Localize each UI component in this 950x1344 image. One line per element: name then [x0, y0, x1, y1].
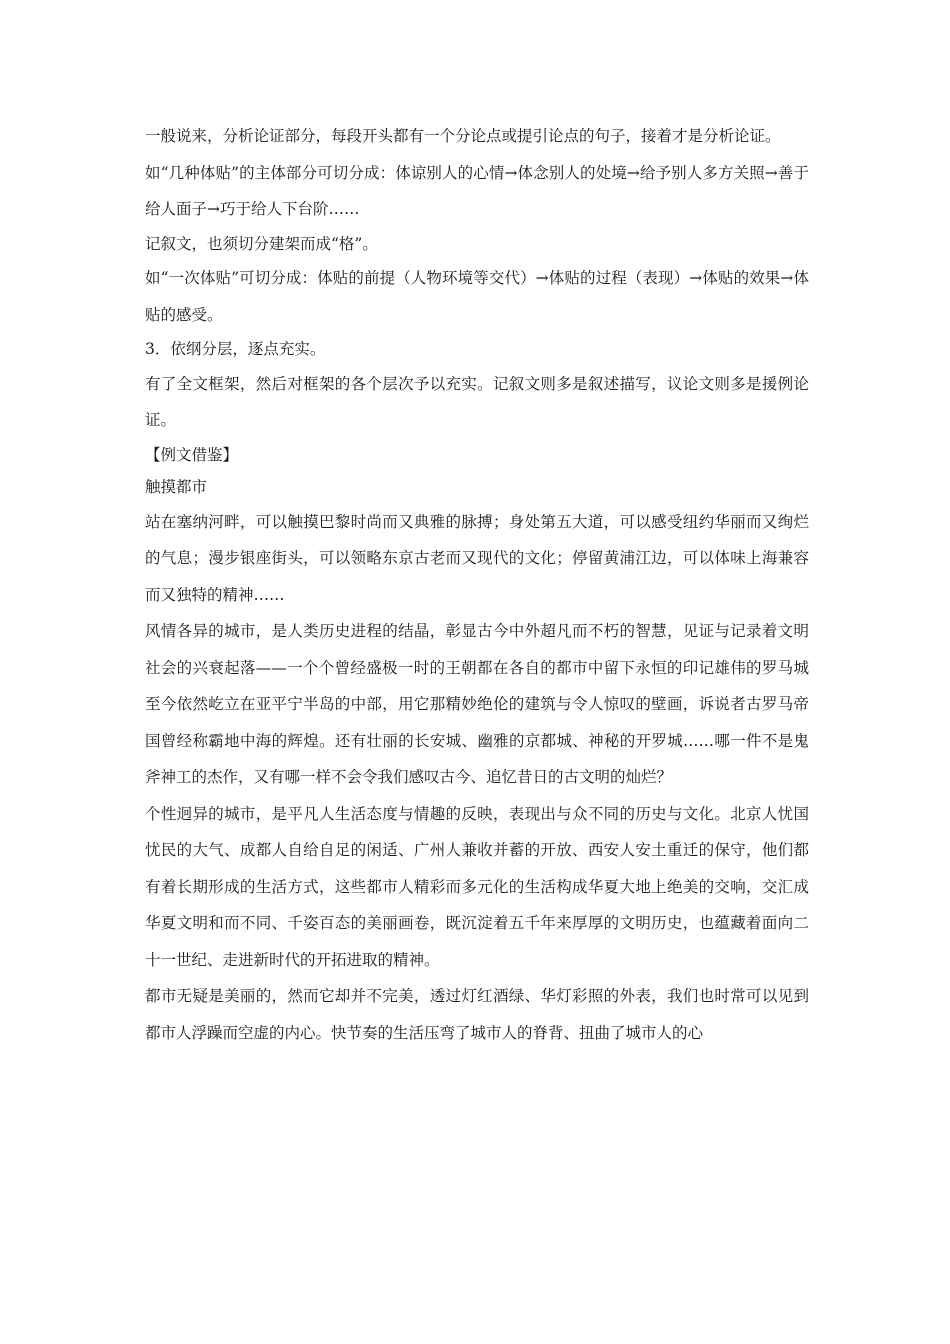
paragraph-analysis-intro: 一般说来，分析论证部分，每段开头都有一个分论点或提引论点的句子，接着才是分析论证。 [145, 127, 781, 145]
essay-paragraph-4: 都市无疑是美丽的，然而它却并不完美，透过灯红酒绿、华灯彩照的外表，我们也时常可以见到都市人浮躁而空虚的内心。快节奏的生活压弯了城市人的脊背、扭曲了城市人的心 [145, 987, 809, 1042]
essay-title: 触摸都市 [145, 478, 208, 496]
paragraph-one-time-example: 如“一次体贴”可切分成：体贴的前提（人物环境等交代）→体贴的过程（表现）→体贴的效果→体贴的感受。 [145, 269, 809, 324]
paragraph-narrative-note: 记叙文，也须切分建架而成“格”。 [145, 234, 378, 253]
essay-paragraph-3: 个性迥异的城市，是平凡人生活态度与情趣的反映，表现出与众不同的历史与文化。北京人忧国忧民的大气、成都人自给自足的闲适、广州人兼收并蓄的开放、西安人安土重迁的保守，他们都有着长期形成的生活方式，这些都市人精彩而多元化的生活构成华夏大地上绝美的交响，交汇成华夏文明和而不同、千姿百态的美丽画卷，既沉淀着五千年来厚厚的文明历史，也蕴藏着面向二十一世纪、走进新时代的开拓进取的精神。 [145, 804, 809, 969]
paragraph-step-heading: 3．依纲分层，逐点充实。 [145, 340, 326, 358]
essay-paragraph-1: 站在塞纳河畔，可以触摸巴黎时尚而又典雅的脉搏；身处第五大道，可以感受纽约华丽而又绚烂的气息；漫步银座街头，可以领略东京古老而又现代的文化；停留黄浦江边，可以体味上海兼容而又独特的精神…… [145, 512, 809, 604]
paragraph-several-kinds-example: 如“几种体贴”的主体部分可切分成：体谅别人的心情→体念别人的处境→给予别人多方关照→善于给人面子→巧于给人下台阶…… [145, 163, 809, 218]
section-heading-example-essay: 【例文借鉴】 [145, 445, 239, 464]
paragraph-framework-fill: 有了全文框架，然后对框架的各个层次予以充实。记叙文则多是叙述描写，议论文则多是援例论证。 [145, 374, 809, 429]
essay-paragraph-2: 风情各异的城市，是人类历史进程的结晶，彰显古今中外超凡而不朽的智慧，见证与记录着文明社会的兴衰起落——一个个曾经盛极一时的王朝都在各自的都市中留下永恒的印记雄伟的罗马城至今依然屹立在亚平宁半岛的中部，用它那精妙绝伦的建筑与令人惊叹的壁画，诉说者古罗马帝国曾经称霸地中海的辉煌。还有壮丽的长安城、幽雅的京都城、神秘的开罗城……哪一件不是鬼斧神工的杰作，又有哪一样不会令我们感叹古今、追忆昔日的古文明的灿烂？ [145, 622, 809, 786]
body-text [145, 118, 809, 1051]
